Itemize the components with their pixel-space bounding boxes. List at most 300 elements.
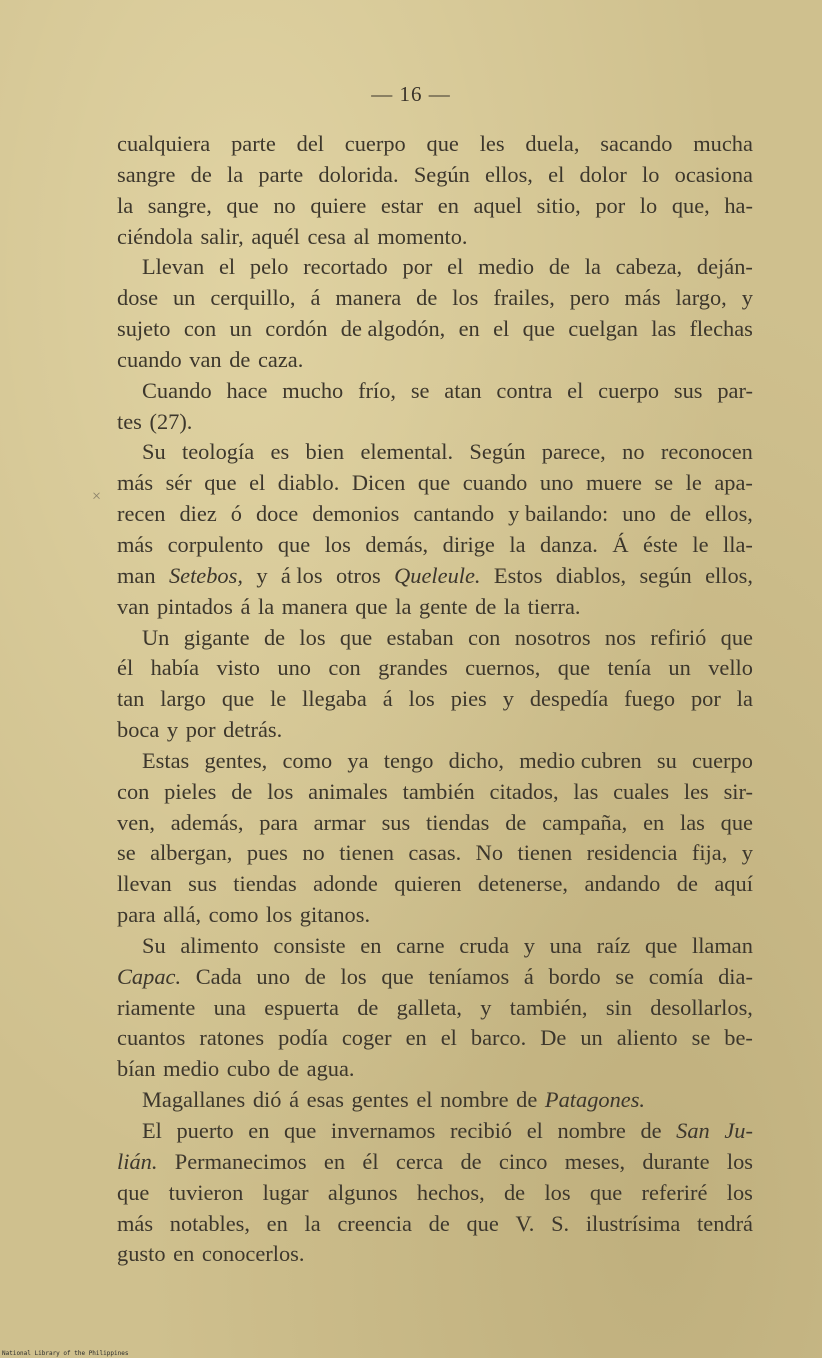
- word: y: [166, 717, 179, 743]
- word: campaña,: [542, 809, 628, 835]
- word: atan: [444, 377, 482, 403]
- word: bien: [305, 439, 345, 465]
- word: de: [229, 346, 251, 372]
- word: en: [248, 1118, 270, 1143]
- word: llaman: [691, 932, 753, 958]
- word: be-: [724, 1025, 753, 1051]
- word: de: [277, 1056, 300, 1082]
- word: un: [668, 655, 691, 681]
- word: cuernos,: [465, 655, 541, 681]
- word: dolor: [579, 161, 627, 187]
- word: de: [669, 501, 692, 527]
- word: estar: [380, 192, 424, 218]
- text-line: [117, 1147, 753, 1178]
- word: (27).: [149, 408, 193, 434]
- italic-word: Patagones.: [544, 1087, 646, 1113]
- word: nosotros: [514, 624, 591, 650]
- text-line: [117, 530, 753, 561]
- word: sér: [165, 470, 192, 496]
- word: danza.: [540, 531, 598, 557]
- word: notables,: [169, 1210, 250, 1236]
- word: él: [117, 655, 134, 681]
- word: bordo: [548, 963, 601, 989]
- word: Dicen: [351, 470, 406, 496]
- word: pies: [450, 686, 487, 712]
- word: éste: [643, 531, 678, 557]
- italic-word: Capac.: [117, 963, 182, 989]
- word: las: [651, 316, 677, 342]
- word: detenerse,: [477, 871, 568, 897]
- text-line: [117, 561, 753, 592]
- word: ellos,: [705, 562, 753, 588]
- word: doce: [255, 501, 299, 527]
- word: les: [479, 131, 505, 156]
- italic-word: San: [676, 1118, 710, 1143]
- italic-word: Setebos,: [168, 562, 243, 588]
- word: sitio,: [536, 192, 581, 218]
- word: diablos,: [555, 562, 627, 588]
- word: tiendas: [233, 871, 297, 897]
- word: que: [522, 316, 555, 342]
- word: vello: [708, 655, 753, 681]
- text-line: [117, 869, 753, 900]
- word: más: [624, 285, 661, 311]
- word: aquél: [251, 223, 300, 249]
- word: gusto: [117, 1241, 166, 1267]
- word: los: [340, 963, 367, 989]
- word: el: [526, 1118, 543, 1143]
- word: mucho: [282, 377, 344, 403]
- word: en: [437, 192, 459, 218]
- word: consiste: [273, 932, 346, 958]
- word: cubo: [226, 1056, 271, 1082]
- word: galleta,: [396, 994, 462, 1020]
- word: raíz: [596, 932, 631, 958]
- word: quiere: [310, 192, 367, 218]
- text-line: [117, 468, 753, 499]
- word: dose: [117, 285, 159, 311]
- word: pieles: [164, 778, 217, 804]
- word: también,: [509, 994, 588, 1020]
- word: en: [458, 316, 480, 342]
- word: la: [304, 1210, 321, 1236]
- word: á: [523, 963, 534, 989]
- text-line: [117, 191, 753, 222]
- word: gente: [419, 593, 468, 619]
- text-line: [117, 715, 753, 746]
- word: teología: [182, 439, 255, 465]
- word: recen: [117, 501, 166, 527]
- word: el: [218, 254, 236, 280]
- word: á: [382, 686, 393, 712]
- text-line: [117, 746, 753, 777]
- word: que: [226, 192, 259, 218]
- word: demonios: [312, 501, 400, 527]
- word: gigante: [183, 624, 250, 650]
- word: por: [595, 192, 626, 218]
- word: sujeto: [117, 316, 171, 342]
- word: además,: [170, 809, 244, 835]
- word: de: [460, 1148, 482, 1174]
- word: una: [213, 994, 246, 1020]
- word: cuerpo: [691, 747, 753, 773]
- word: riamente: [117, 994, 196, 1020]
- text-line: [117, 931, 753, 962]
- text-line: [117, 1209, 753, 1240]
- word: los: [544, 1179, 571, 1205]
- word: había: [150, 655, 200, 681]
- word: tienen: [339, 840, 394, 866]
- word: las: [679, 809, 705, 835]
- word: se: [117, 840, 136, 866]
- text-line: [117, 499, 753, 530]
- word: los: [452, 285, 479, 311]
- word: los: [299, 624, 326, 650]
- text-line: [117, 1054, 753, 1085]
- word: lla-: [723, 531, 753, 557]
- word: gentes,: [204, 747, 268, 773]
- word: allá,: [163, 902, 202, 928]
- word: de: [640, 1118, 662, 1143]
- word: cerquillo,: [210, 285, 296, 311]
- word: fuego: [624, 686, 676, 712]
- word: llevan: [117, 871, 172, 897]
- word: Un: [142, 624, 170, 650]
- word: á: [289, 1087, 300, 1113]
- word: y: [502, 686, 514, 712]
- word: con: [468, 624, 501, 650]
- word: creencia: [337, 1210, 412, 1236]
- word: cruda: [459, 932, 510, 958]
- word: tengo: [383, 747, 434, 773]
- word: grandes: [378, 655, 448, 681]
- word: Su: [142, 932, 166, 958]
- word: que: [117, 1179, 150, 1205]
- text-line: [117, 623, 753, 654]
- margin-mark: ×: [92, 488, 102, 505]
- word: y: [256, 562, 268, 588]
- word: van: [189, 346, 222, 372]
- word: refirió: [650, 624, 707, 650]
- word: salir,: [200, 223, 244, 249]
- word: manera: [281, 593, 348, 619]
- word: deján-: [696, 254, 753, 280]
- word: casas.: [408, 840, 462, 866]
- word: boca: [117, 717, 160, 743]
- word: quieren: [394, 871, 462, 897]
- word: á: [240, 593, 251, 619]
- word: alimento: [180, 932, 259, 958]
- word: momento.: [377, 223, 468, 249]
- word: uno: [539, 470, 574, 496]
- word: sangre,: [147, 192, 212, 218]
- text-line: [117, 160, 753, 191]
- word: largo,: [675, 285, 727, 311]
- word: la: [736, 686, 753, 712]
- word: Su: [142, 439, 166, 465]
- word: apa-: [714, 470, 753, 496]
- word: en: [266, 1210, 288, 1236]
- word: bían: [117, 1056, 156, 1082]
- word: le: [270, 686, 287, 712]
- word: cinco: [498, 1148, 548, 1174]
- word: algunos: [327, 1179, 398, 1205]
- word: la: [227, 161, 244, 187]
- word: armar: [313, 809, 366, 835]
- word: tan: [117, 686, 145, 712]
- word: flechas: [689, 316, 753, 342]
- word: la: [117, 192, 134, 218]
- word: que: [339, 624, 373, 650]
- word: que: [466, 1210, 499, 1236]
- word: cuelgan: [568, 316, 638, 342]
- word: no: [273, 192, 296, 218]
- word: recibió: [449, 1118, 513, 1143]
- word: tiendas: [425, 809, 490, 835]
- word: estaban: [386, 624, 454, 650]
- word: conocerlos.: [201, 1241, 305, 1267]
- word: su: [656, 747, 677, 773]
- text-line: [117, 252, 753, 283]
- word: cuerpo: [344, 131, 406, 156]
- word: los: [324, 531, 351, 557]
- word: un: [229, 316, 252, 342]
- word: diez: [179, 501, 217, 527]
- word: espuerta: [264, 994, 339, 1020]
- word: el: [447, 254, 464, 280]
- word: ven,: [117, 809, 155, 835]
- word: carne: [396, 932, 445, 958]
- word: pero: [569, 285, 610, 311]
- text-line: [117, 376, 753, 407]
- word: de: [505, 809, 527, 835]
- word: caza.: [257, 346, 304, 372]
- word: Estas: [142, 747, 190, 773]
- word: sangre: [117, 161, 176, 187]
- word: se: [654, 470, 674, 496]
- word: fija,: [691, 840, 728, 866]
- word: cualquiera: [117, 131, 211, 156]
- word: demás,: [365, 531, 429, 557]
- word: pelo: [249, 254, 289, 280]
- word: frailes,: [493, 285, 555, 311]
- word: visto: [216, 655, 260, 681]
- word: tendrá: [697, 1210, 753, 1236]
- word: andando: [584, 871, 661, 897]
- word: llegaba: [302, 686, 367, 712]
- text-line: [117, 345, 753, 376]
- word: de: [516, 1087, 538, 1113]
- word: y: [741, 285, 753, 311]
- word: ellos,: [485, 161, 533, 187]
- word: los: [726, 1179, 753, 1205]
- word: según: [639, 562, 692, 588]
- word: más: [117, 470, 154, 496]
- word: citados,: [489, 778, 559, 804]
- word: la: [509, 531, 526, 557]
- word: detrás.: [223, 717, 283, 743]
- word: dirige: [442, 531, 495, 557]
- word: ellos,: [705, 501, 753, 527]
- word: de: [548, 254, 570, 280]
- word: que: [644, 932, 678, 958]
- word: de: [304, 963, 326, 989]
- word: V.: [515, 1210, 535, 1236]
- word: pintados: [156, 593, 233, 619]
- text-line: [117, 283, 753, 314]
- word: teníamos: [428, 963, 510, 989]
- word: en: [643, 809, 665, 835]
- word: no: [622, 439, 645, 465]
- word: cerca: [395, 1148, 444, 1174]
- italic-word: lián.: [117, 1148, 158, 1174]
- text-line: [117, 1085, 753, 1116]
- word: otros: [335, 562, 381, 588]
- word: nombre: [557, 1118, 626, 1143]
- word: le: [685, 470, 702, 496]
- word: y bailando:: [508, 501, 609, 527]
- word: para: [117, 902, 156, 928]
- word: de: [676, 871, 698, 897]
- text-line: [117, 808, 753, 839]
- word: y: [480, 994, 492, 1020]
- word: los: [266, 902, 293, 928]
- word: aquel: [473, 192, 522, 218]
- word: desollarlos,: [650, 994, 753, 1020]
- word: Llevan: [142, 254, 205, 280]
- text-line: [117, 653, 753, 684]
- word: la: [395, 593, 412, 619]
- word: aquí: [714, 871, 753, 897]
- word: les: [683, 778, 709, 804]
- word: el: [567, 377, 584, 403]
- text-line: [117, 1178, 753, 1209]
- word: ha-: [724, 192, 753, 218]
- word: ciéndola: [117, 223, 193, 249]
- word: puerto: [176, 1118, 234, 1143]
- word: de: [416, 285, 438, 311]
- word: por: [690, 686, 721, 712]
- word: con: [183, 316, 217, 342]
- word: dió: [252, 1087, 282, 1113]
- text-line: [117, 129, 753, 160]
- word: á: [310, 285, 321, 311]
- word: el: [548, 161, 565, 187]
- word: que,: [671, 192, 710, 218]
- word: diablo.: [277, 470, 340, 496]
- word: cesa: [307, 223, 346, 249]
- word: hace: [226, 377, 268, 403]
- word: y: [741, 840, 753, 866]
- word: que: [381, 963, 414, 989]
- word: cuando: [117, 346, 182, 372]
- word: que: [277, 531, 311, 557]
- word: gitanos.: [299, 902, 371, 928]
- word: albergan,: [150, 840, 233, 866]
- word: sus: [381, 809, 411, 835]
- word: adonde: [313, 871, 378, 897]
- word: frío,: [358, 377, 396, 403]
- word: lo: [639, 192, 658, 218]
- italic-word: Queleule.: [394, 562, 481, 588]
- word: á los: [280, 562, 323, 588]
- word: referiré: [641, 1179, 708, 1205]
- word: como: [208, 902, 259, 928]
- word: cordón: [265, 316, 328, 342]
- word: podía: [278, 1025, 328, 1051]
- word: con: [328, 655, 361, 681]
- text-line: [117, 838, 753, 869]
- word: que: [720, 809, 753, 835]
- word: mucha: [693, 131, 753, 156]
- word: No: [475, 840, 504, 866]
- word: no: [302, 840, 325, 866]
- word: ilustrísima: [585, 1210, 681, 1236]
- word: meses,: [564, 1148, 626, 1174]
- word: tes: [117, 408, 142, 434]
- word: ya: [347, 747, 369, 773]
- text-line: [117, 993, 753, 1024]
- word: lo: [642, 161, 660, 187]
- word: Magallanes: [142, 1087, 246, 1113]
- word: ó: [230, 501, 242, 527]
- word: sin: [605, 994, 632, 1020]
- word: más: [117, 1210, 154, 1236]
- word: duela,: [525, 131, 580, 156]
- word: cuantos: [117, 1025, 186, 1051]
- word: le: [692, 531, 709, 557]
- word: de: [428, 1210, 450, 1236]
- italic-word: Ju-: [724, 1118, 753, 1143]
- word: manera: [335, 285, 402, 311]
- word: el: [416, 1087, 433, 1113]
- word: elemental.: [360, 439, 454, 465]
- word: la: [258, 593, 275, 619]
- word: sus: [673, 377, 703, 403]
- word: coger: [341, 1025, 392, 1051]
- word: agua.: [306, 1056, 355, 1082]
- word: parte: [258, 161, 304, 187]
- word: barco.: [470, 1025, 527, 1051]
- word: los: [267, 778, 294, 804]
- word: tienen: [517, 840, 573, 866]
- word: de: [357, 994, 379, 1020]
- word: par-: [717, 377, 753, 403]
- word: gentes: [351, 1087, 409, 1113]
- word: corpulento: [167, 531, 264, 557]
- text-line: [117, 900, 753, 931]
- word: que: [589, 1179, 623, 1205]
- word: Según: [413, 161, 470, 187]
- word: al: [353, 223, 370, 249]
- word: con: [117, 778, 150, 804]
- word: cuerpo: [598, 377, 660, 403]
- word: el: [493, 316, 510, 342]
- word: también: [402, 778, 475, 804]
- word: ratones: [199, 1025, 265, 1051]
- word: ocasiona: [674, 161, 753, 187]
- word: Cada: [195, 963, 242, 989]
- word: que: [417, 470, 451, 496]
- word: Á: [612, 531, 629, 557]
- text-line: [117, 684, 753, 715]
- word: pues: [246, 840, 288, 866]
- word: que: [355, 593, 388, 619]
- word: de: [503, 1179, 526, 1205]
- word: un: [172, 285, 196, 311]
- footer-credit: National Library of the Philippines: [2, 1350, 129, 1357]
- word: es: [270, 439, 290, 465]
